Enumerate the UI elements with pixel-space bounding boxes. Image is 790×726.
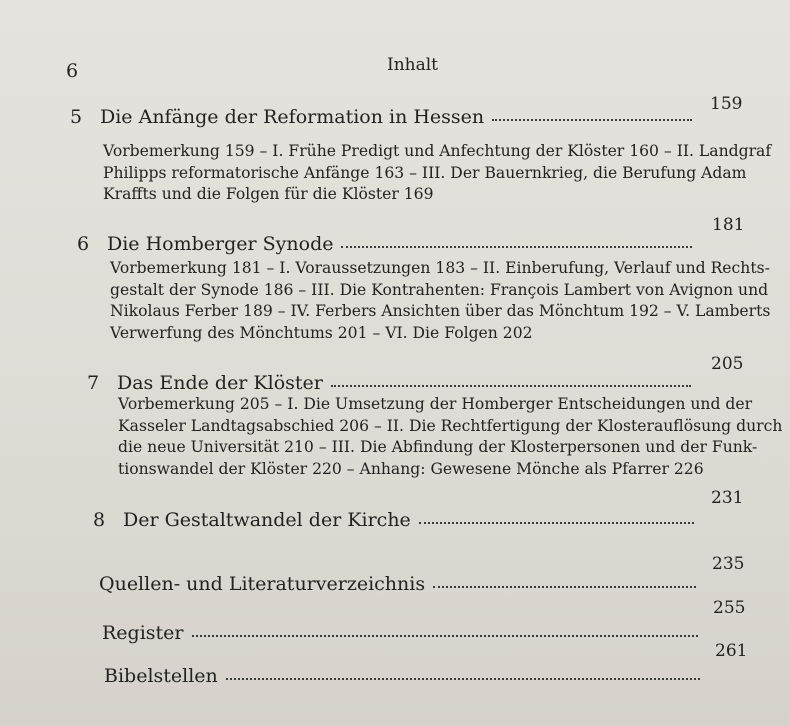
description-line: Verwerfung des Mönchtums 201 – VI. Die Folgen 202 [110,323,533,342]
section-title: Bibelstellen [104,665,218,687]
description-line: Philipps reformatorische Anfänge 163 – III. Der Bauernkrieg, die Berufung Adam [103,163,747,182]
description-line: Vorbemerkung 205 – I. Die Umsetzung der Homberger Entscheidungen und der [118,395,753,413]
page-reference: 205 [711,354,744,374]
chapter-title: Der Gestaltwandel der Kirche [123,509,411,531]
dot-leader [433,585,696,588]
chapter-description [110,258,770,344]
dot-leader [341,245,692,248]
toc-entry-6[interactable] [77,233,692,255]
dot-leader [226,677,700,680]
section-title: Register [102,622,184,644]
chapter-number: 8 [93,509,106,531]
toc-entry-8[interactable] [93,509,694,531]
page-heading: Inhalt [387,55,439,75]
page-number: 6 [66,60,79,82]
dot-leader [419,521,694,524]
page-reference: 181 [712,215,745,235]
chapter-number: 5 [70,106,83,128]
toc-entry-bible[interactable] [104,665,700,687]
chapter-title: Das Ende der Klöster [117,372,323,394]
page-reference: 235 [712,554,745,574]
description-line: Kasseler Landtagsabschied 206 – II. Die Rechtfertigung der Klosterauflösung durch [118,416,783,435]
chapter-number: 7 [87,372,100,394]
chapter-description [103,141,771,206]
page-reference: 231 [711,488,744,508]
description-line: gestalt der Synode 186 – III. Die Kontrahenten: François Lambert von Avignon und [110,280,769,299]
toc-entry-sources[interactable] [99,573,696,595]
dot-leader [192,634,698,637]
dot-leader [331,384,691,387]
section-title: Quellen- und Literaturverzeichnis [99,573,426,595]
page-reference: 159 [710,94,743,114]
description-line: die neue Universität 210 – III. Die Abfindung der Klosterpersonen und der Funk- [118,438,758,456]
description-line: Kraffts und die Folgen für die Klöster 169 [103,185,434,203]
description-line: tionswandel der Klöster 220 – Anhang: Gewesene Mönche als Pfarrer 226 [118,459,704,478]
toc-entry-register[interactable] [102,622,698,644]
page-reference: 261 [715,641,748,661]
toc-entry-7[interactable] [87,372,691,394]
description-line: Vorbemerkung 159 – I. Frühe Predigt und Anfechtung der Klöster 160 – II. Landgraf [103,142,772,160]
dot-leader [492,118,692,121]
description-line: Nikolaus Ferber 189 – IV. Ferbers Ansichten über das Mönchtum 192 – V. Lamberts [110,302,771,320]
chapter-description [118,394,782,480]
chapter-title: Die Homberger Synode [107,233,334,255]
page-reference: 255 [713,598,746,618]
chapter-title: Die Anfänge der Reformation in Hessen [100,106,485,128]
description-line: Vorbemerkung 181 – I. Voraussetzungen 183 – II. Einberufung, Verlauf und Rechts- [110,259,770,277]
toc-entry-5[interactable] [70,106,692,128]
chapter-number: 6 [77,233,90,255]
